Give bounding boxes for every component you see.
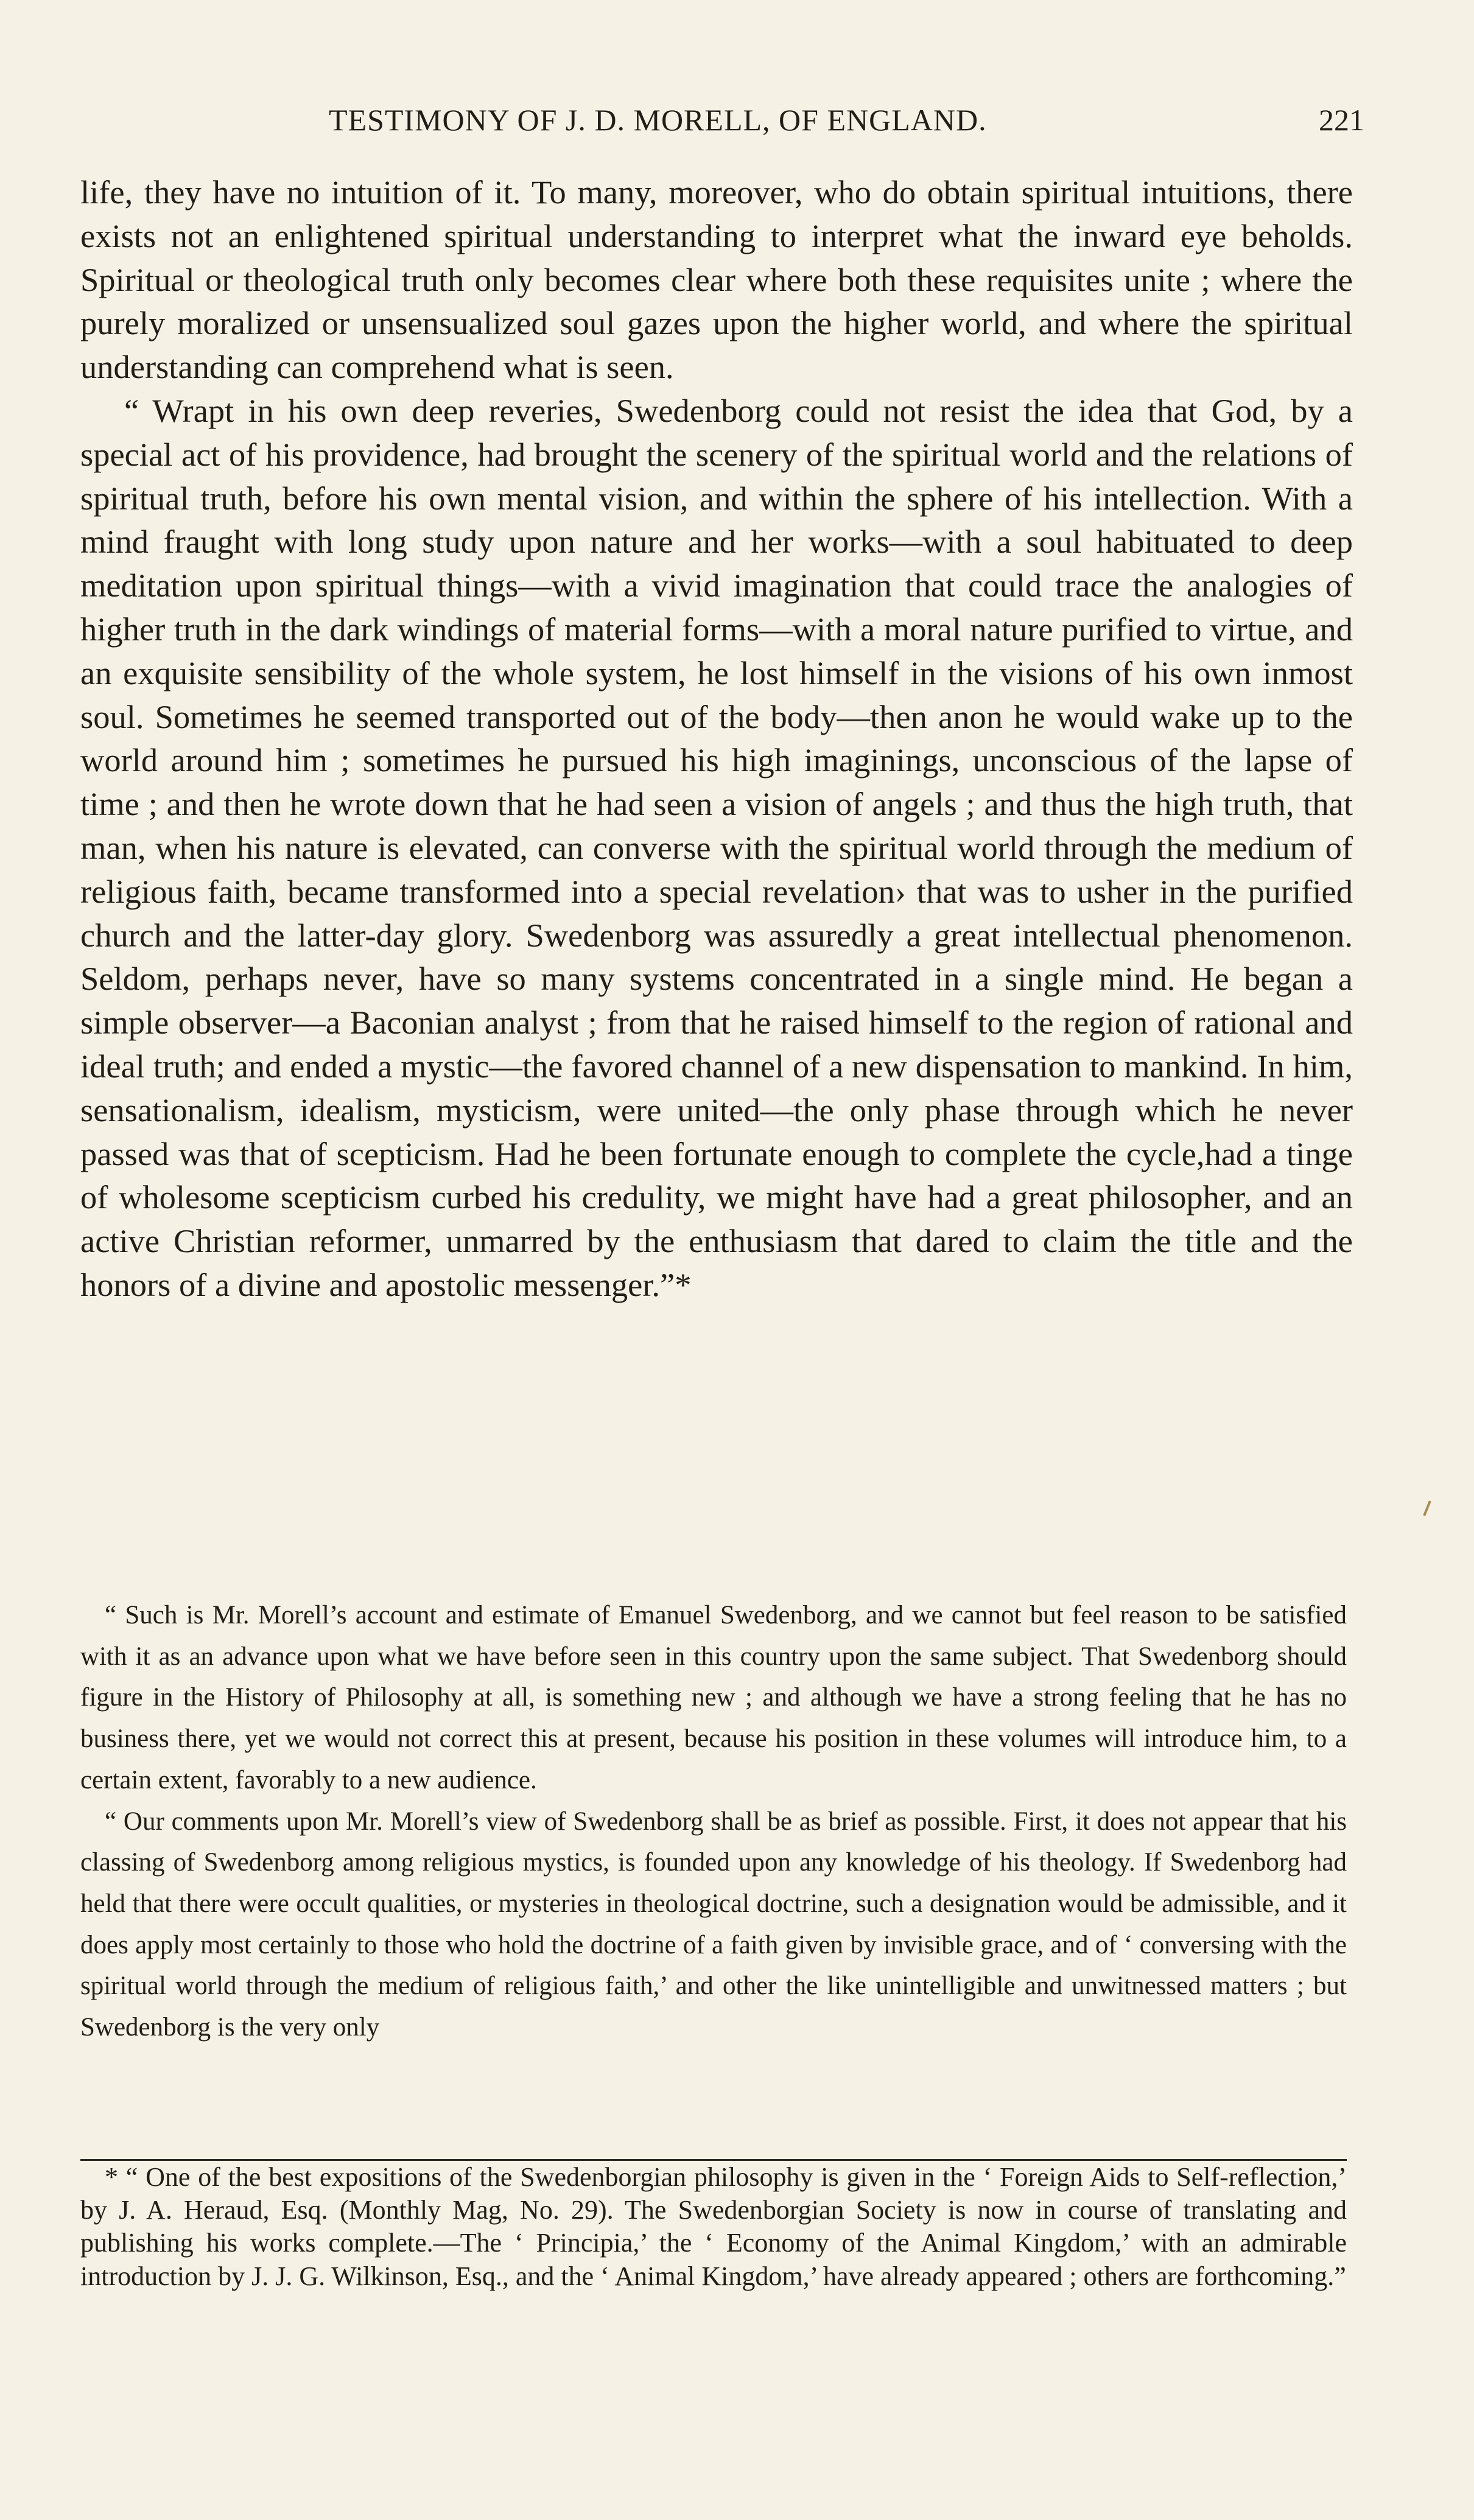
footnote-paragraph: * “ One of the best expositions of the Swedenborgian philosophy is given in the ‘ Foreign Aids to Self-reflection,’ by J. A. Heraud, Esq. (Monthly Mag, No. 29). The Swedenborgian Society is now in course of translating and publishing his works complete.—The ‘ Principia,’ the ‘ Economy of the Animal Kingdom,’ with an admirable introduction by J. J. G. Wilkinson, Esq., and the ‘ Animal Kingdom,’ have already appeared ; others are forthcoming.” <box>80 2162 1347 2291</box>
main-text <box>80 170 1353 1307</box>
commentary-paragraph-1: “ Such is Mr. Morell’s account and estimate of Emanuel Swedenborg, and we cannot but feel reason to be satisfied with it as an advance upon what we have before seen in this country upon the same subject. That Swedenborg should figure in the History of Philosophy at all, is something new ; and although we have a strong feeling that he has no business there, yet we would not correct this at present, because his position in these volumes will introduce him, to a certain extent, favorably to a new audience. <box>80 1601 1347 1794</box>
running-title: TESTIMONY OF J. D. MORELL, OF ENGLAND. <box>329 103 987 137</box>
commentary-text <box>80 1595 1347 2048</box>
main-paragraph-2: “ Wrapt in his own deep reveries, Swedenborg could not resist the idea that God, by a special act of his providence, had brought the scenery of the spiritual world and the relations of spiritual truth, before his own mental vision, and within the sphere of his intellection. With a mind fraught with long study upon nature and her works—with a soul habituated to deep meditation upon spiritual things—with a vivid imagination that could trace the analogies of higher truth in the dark windings of material forms—with a moral nature purified to virtue, and an exquisite sensibility of the whole system, he lost himself in the visions of his own inmost soul. Sometimes he seemed transported out of the body—then anon he would wake up to the world around him ; sometimes he pursued his high imaginings, unconscious of the lapse of time ; and then he wrote down that he had seen a vision of angels ; and thus the high truth, that man, when his nature is elevated, can converse with the spiritual world through the medium of religious faith, became transformed into a special revelation› that was to usher in the purified church and the latter-day glory. Swedenborg was assuredly a great intellectual phenomenon. Seldom, perhaps never, have so many systems concentrated in a single mind. He began a simple observer—a Baconian analyst ; from that he raised himself to the region of rational and ideal truth; and ended a mystic—the favored channel of a new dispensation to mankind. In him, sensationalism, idealism, mysticism, were united—the only phase through which he never passed was that of scepticism. Had he been fortunate enough to complete the cycle,had a tinge of wholesome scepticism curbed his credulity, we might have had a great philosopher, and an active Christian reformer, unmarred by the enthusiasm that dared to claim the title and the honors of a divine and apostolic messenger.”* <box>80 391 1353 1303</box>
footnote <box>80 2161 1347 2293</box>
commentary-paragraph-2: “ Our comments upon Mr. Morell’s view of Swedenborg shall be as brief as possible. First, it does not appear that his classing of Swedenborg among religious mystics, is founded upon any knowledge of his theology. If Swedenborg had held that there were occult qualities, or mysteries in theological doctrine, such a designation would be admissible, and it does apply most certainly to those who hold the doctrine of a faith given by invisible grace, and of ‘ conversing with the spiritual world through the medium of religious faith,’ and other the like unintelligible and unwitnessed matters ; but Swedenborg is the very only <box>80 1807 1347 2042</box>
running-head <box>79 102 1364 139</box>
margin-pencil-mark <box>1423 1500 1431 1516</box>
page-number: 221 <box>1319 103 1364 137</box>
main-paragraph-1: life, they have no intuition of it. To many, moreover, who do obtain spiritual intuitions, there exists not an enlightened spiritual understanding to interpret what the inward eye beholds. Spiritual or theological truth only becomes clear where both these requisites unite ; where the purely moralized or unsensualized soul gazes upon the higher world, and where the spiritual understanding can comprehend what is seen. <box>80 173 1353 386</box>
